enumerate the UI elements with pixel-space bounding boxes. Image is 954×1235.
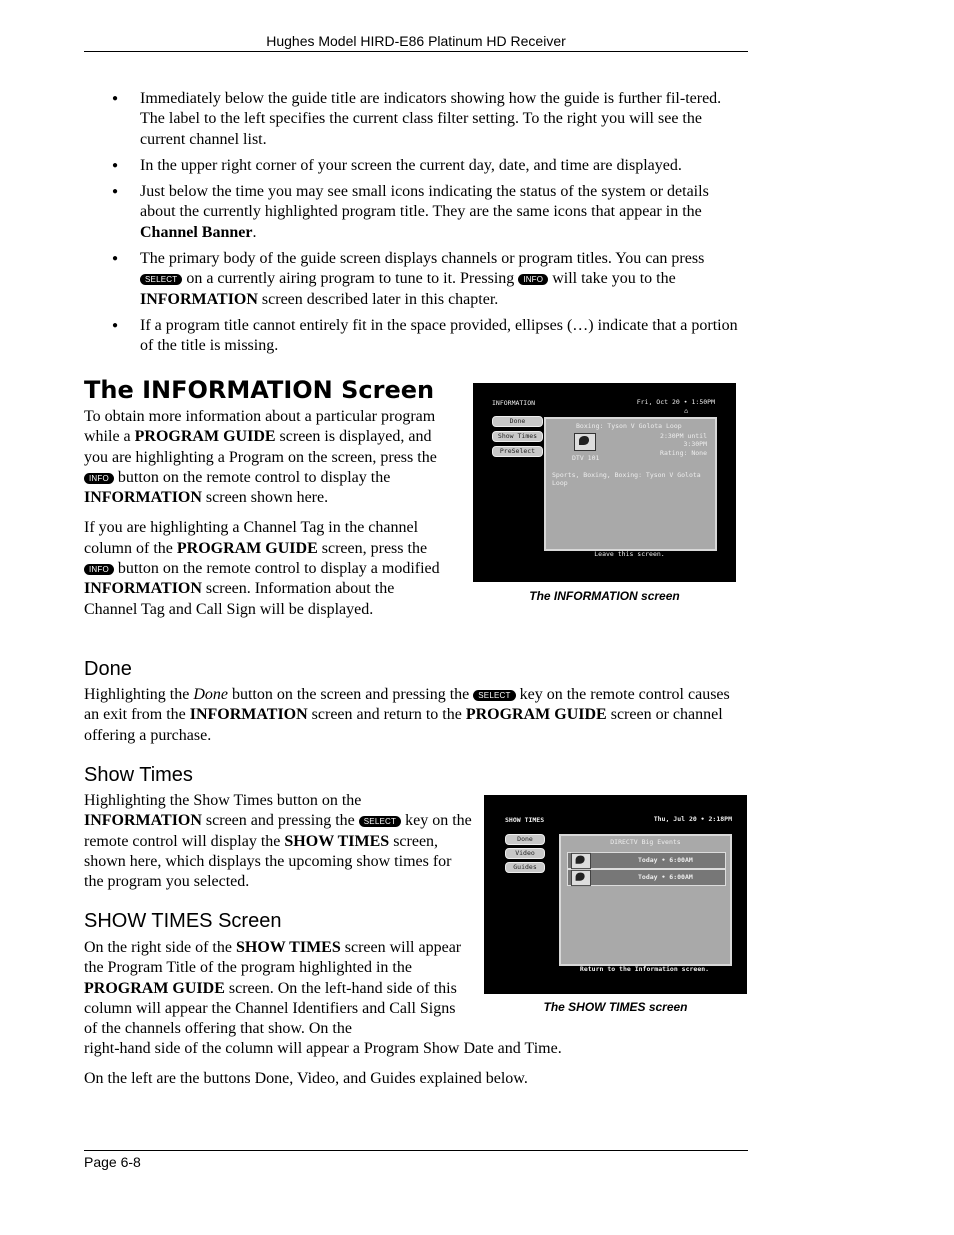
- list-item: ● Immediately below the guide title are indicators showing how the guide is further fil-tered. The label to the left specifies the current class filter setting. To the right you will see the current channel list.: [84, 89, 748, 150]
- done-body: [84, 685, 748, 746]
- section-heading-information: The INFORMATION Screen: [84, 376, 435, 404]
- tv-button-guides: Guides: [505, 862, 545, 873]
- bullet-list: [84, 89, 748, 357]
- tv-button-show-times: Show Times: [492, 431, 543, 442]
- tv-time-to: 3:30PM: [683, 440, 707, 448]
- select-key-icon: SELECT: [473, 690, 515, 701]
- information-screen-image: [473, 383, 736, 582]
- caption-show-times: The SHOW TIMES screen: [543, 1000, 688, 1014]
- list-item: ● Just below the time you may see small icons indicating the status of the system or details about the currently highlighted program title. They are the same icons that appear in the Channel Banner.: [84, 182, 748, 243]
- show-times-body: [84, 791, 472, 892]
- section-heading-show-times: Show Times: [84, 764, 193, 786]
- paragraph: On the right side of the SHOW TIMES screen will appear the Program Title of the program highlighted in the PROGRAM GUIDE screen. On the left-hand side of this column will appear the Channel Identifiers and Call Signs of the channels offering that show. On the: [84, 939, 462, 1038]
- tv-program-title: DIRECTV Big Events: [610, 838, 681, 846]
- select-key-icon: SELECT: [359, 816, 401, 827]
- tv-title: INFORMATION: [492, 399, 536, 407]
- tv-info-panel: [544, 417, 717, 551]
- tv-button-preselect: PreSelect: [492, 446, 543, 457]
- tv-description: Sports, Boxing, Boxing: Tyson V Golota Loop: [552, 471, 701, 487]
- table-row: [567, 869, 726, 886]
- tv-showtime: Today • 6:00AM: [638, 856, 693, 864]
- show-times-screen-body: [84, 938, 464, 1039]
- paragraph: Highlighting the Done button on the screen and pressing the SELECT key on the remote control causes an exit from the INFORMATION screen and return to the PROGRAM GUIDE screen or channel offering a purchase.: [84, 686, 730, 744]
- header-rule: [84, 51, 748, 52]
- tv-title: SHOW TIMES: [505, 816, 545, 824]
- directv-logo-icon: [571, 853, 591, 869]
- info-key-icon: INFO: [84, 473, 114, 484]
- directv-logo-icon: [574, 433, 596, 451]
- tv-channel: DTV 101: [572, 454, 600, 462]
- show-times-screen-image: [484, 795, 747, 994]
- directv-logo-icon: [571, 870, 591, 886]
- tv-time-from: 2:30PM until: [660, 432, 707, 440]
- running-header: Hughes Model HIRD-E86 Platinum HD Receiver: [266, 33, 566, 49]
- tv-showtimes-panel: [559, 834, 732, 966]
- information-body: [84, 407, 450, 620]
- paragraph: Highlighting the Show Times button on the INFORMATION screen and pressing the SELECT key on the remote control will display the SHOW TIMES screen, shown here, which displays the upcoming show times for the program you selected.: [84, 792, 472, 891]
- section-heading-done: Done: [84, 658, 132, 680]
- tv-status-icon: ⌂: [684, 407, 688, 415]
- section-heading-show-times-screen: SHOW TIMES Screen: [84, 910, 282, 932]
- page-number: Page 6-8: [84, 1154, 141, 1170]
- footer-rule: [84, 1150, 748, 1151]
- list-item: ● The primary body of the guide screen displays channels or program titles. You can press SELECT on a currently airing program to tune to it. Pressing INFO will take you to the INFORMATION screen described later in this chapter.: [84, 249, 748, 310]
- list-item: ● If a program title cannot entirely fit in the space provided, ellipses (…) indicate that a portion of the title is missing.: [84, 316, 748, 357]
- tv-footer: Leave this screen.: [594, 550, 665, 558]
- tv-datetime: Thu, Jul 20 • 2:18PM: [653, 815, 732, 823]
- caption-information: The INFORMATION screen: [529, 589, 680, 603]
- tv-program-title: Boxing: Tyson V Golota Loop: [576, 422, 682, 430]
- tv-showtime: Today • 6:00AM: [638, 873, 693, 881]
- info-key-icon: INFO: [84, 564, 114, 575]
- select-key-icon: SELECT: [140, 274, 182, 285]
- paragraph: On the left are the buttons Done, Video, and Guides explained below.: [84, 1070, 528, 1087]
- list-item: ● In the upper right corner of your screen the current day, date, and time are displayed.: [84, 156, 748, 176]
- paragraph: If you are highlighting a Channel Tag in the channel column of the PROGRAM GUIDE screen, press the INFO button on the remote control to display a modified INFORMATION screen. Information about the Channel Tag and Call Sign will be displayed.: [84, 519, 440, 618]
- tv-datetime: Fri, Oct 20 • 1:50PM: [636, 398, 715, 406]
- tv-rating: Rating: None: [660, 449, 707, 457]
- tv-button-video: Video: [505, 848, 545, 859]
- paragraph: right-hand side of the column will appear a Program Show Date and Time.: [84, 1040, 562, 1057]
- tv-button-done: Done: [505, 834, 545, 845]
- table-row: [567, 852, 726, 869]
- paragraph: To obtain more information about a particular program while a PROGRAM GUIDE screen is displayed, and you are highlighting a Program on the screen, press the INFO button on the remote control to display the INFORMATION screen shown here.: [84, 408, 437, 507]
- info-key-icon: INFO: [518, 274, 548, 285]
- tv-footer: Return to the Information screen.: [579, 965, 710, 973]
- tv-button-done: Done: [492, 416, 543, 427]
